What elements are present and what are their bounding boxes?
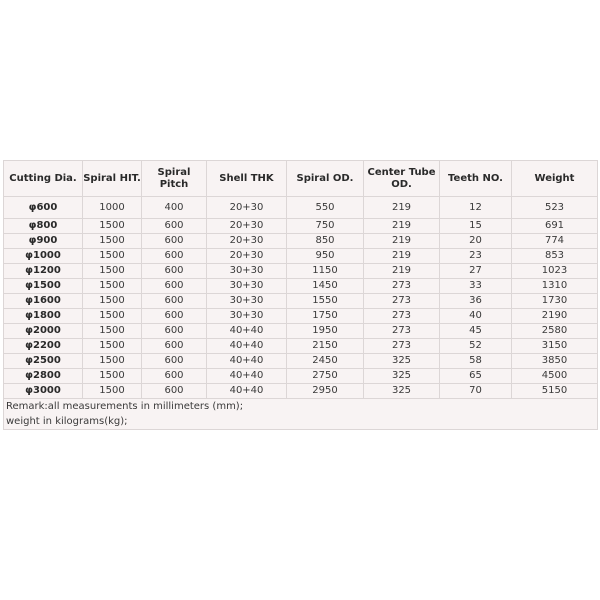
cell-spiral-od: 1150 [287, 264, 364, 279]
remark-row [4, 399, 598, 415]
cell-shell-thk: 40+40 [207, 354, 287, 369]
cell-shell-thk: 20+30 [207, 197, 287, 219]
cell-shell-thk: 30+30 [207, 279, 287, 294]
cell-spiral-od: 2150 [287, 339, 364, 354]
cell-shell-thk: 40+40 [207, 339, 287, 354]
header-shell-thk: Shell THK [207, 161, 287, 197]
cell-spiral-pitch: 600 [142, 279, 207, 294]
cell-center-tube-od: 273 [364, 294, 440, 309]
header-center-tube-od: Center Tube OD. [364, 161, 440, 197]
cell-teeth-no: 70 [440, 384, 512, 399]
specification-table [3, 160, 598, 430]
cell-center-tube-od: 273 [364, 339, 440, 354]
cell-shell-thk: 20+30 [207, 249, 287, 264]
remark-measurements: Remark:all measurements in millimeters (mm); [4, 399, 598, 415]
cell-spiral-hit: 1500 [83, 384, 142, 399]
cell-center-tube-od: 219 [364, 197, 440, 219]
cell-teeth-no: 15 [440, 219, 512, 234]
remark-weight: weight in kilograms(kg); [4, 414, 598, 430]
cell-teeth-no: 65 [440, 369, 512, 384]
cell-teeth-no: 36 [440, 294, 512, 309]
cell-center-tube-od: 219 [364, 249, 440, 264]
cell-spiral-hit: 1500 [83, 294, 142, 309]
cell-teeth-no: 20 [440, 234, 512, 249]
cell-center-tube-od: 325 [364, 384, 440, 399]
cell-shell-thk: 30+30 [207, 309, 287, 324]
cell-spiral-pitch: 600 [142, 339, 207, 354]
cell-teeth-no: 40 [440, 309, 512, 324]
cell-spiral-hit: 1500 [83, 324, 142, 339]
cell-center-tube-od: 273 [364, 324, 440, 339]
cell-cutting-dia: φ1500 [4, 279, 83, 294]
cell-spiral-od: 2750 [287, 369, 364, 384]
cell-spiral-hit: 1500 [83, 339, 142, 354]
cell-spiral-hit: 1500 [83, 279, 142, 294]
cell-spiral-od: 550 [287, 197, 364, 219]
cell-center-tube-od: 219 [364, 264, 440, 279]
table-row [4, 354, 598, 369]
cell-spiral-od: 2950 [287, 384, 364, 399]
header-weight: Weight [512, 161, 598, 197]
cell-shell-thk: 20+30 [207, 219, 287, 234]
cell-cutting-dia: φ1600 [4, 294, 83, 309]
table-row [4, 339, 598, 354]
header-spiral-hit: Spiral HIT. [83, 161, 142, 197]
cell-spiral-hit: 1500 [83, 309, 142, 324]
cell-cutting-dia: φ800 [4, 219, 83, 234]
cell-spiral-hit: 1500 [83, 354, 142, 369]
cell-spiral-hit: 1500 [83, 219, 142, 234]
remark-row [4, 414, 598, 430]
header-cutting-dia: Cutting Dia. [4, 161, 83, 197]
cell-shell-thk: 40+40 [207, 369, 287, 384]
cell-cutting-dia: φ1000 [4, 249, 83, 264]
cell-weight: 1023 [512, 264, 598, 279]
cell-teeth-no: 52 [440, 339, 512, 354]
header-row [4, 161, 598, 197]
cell-cutting-dia: φ900 [4, 234, 83, 249]
cell-shell-thk: 40+40 [207, 324, 287, 339]
cell-spiral-pitch: 600 [142, 384, 207, 399]
header-spiral-pitch: Spiral Pitch [142, 161, 207, 197]
cell-weight: 774 [512, 234, 598, 249]
cell-cutting-dia: φ600 [4, 197, 83, 219]
cell-spiral-od: 1750 [287, 309, 364, 324]
cell-weight: 1730 [512, 294, 598, 309]
cell-weight: 3150 [512, 339, 598, 354]
cell-spiral-od: 1450 [287, 279, 364, 294]
table-row [4, 197, 598, 219]
cell-center-tube-od: 325 [364, 354, 440, 369]
header-spiral-od: Spiral OD. [287, 161, 364, 197]
cell-teeth-no: 27 [440, 264, 512, 279]
cell-teeth-no: 23 [440, 249, 512, 264]
table-row [4, 384, 598, 399]
cell-center-tube-od: 273 [364, 309, 440, 324]
table-row [4, 324, 598, 339]
cell-weight: 691 [512, 219, 598, 234]
cell-spiral-hit: 1000 [83, 197, 142, 219]
table-row [4, 234, 598, 249]
cell-spiral-pitch: 600 [142, 324, 207, 339]
cell-spiral-pitch: 600 [142, 369, 207, 384]
cell-spiral-od: 850 [287, 234, 364, 249]
header-teeth-no: Teeth NO. [440, 161, 512, 197]
cell-spiral-pitch: 600 [142, 354, 207, 369]
cell-teeth-no: 58 [440, 354, 512, 369]
cell-weight: 523 [512, 197, 598, 219]
cell-spiral-od: 1550 [287, 294, 364, 309]
cell-spiral-pitch: 600 [142, 309, 207, 324]
cell-weight: 2190 [512, 309, 598, 324]
cell-spiral-pitch: 400 [142, 197, 207, 219]
table-row [4, 219, 598, 234]
cell-spiral-od: 750 [287, 219, 364, 234]
cell-cutting-dia: φ2500 [4, 354, 83, 369]
cell-shell-thk: 30+30 [207, 264, 287, 279]
cell-shell-thk: 20+30 [207, 234, 287, 249]
cell-spiral-hit: 1500 [83, 249, 142, 264]
cell-spiral-hit: 1500 [83, 234, 142, 249]
cell-cutting-dia: φ2800 [4, 369, 83, 384]
cell-cutting-dia: φ2200 [4, 339, 83, 354]
cell-spiral-pitch: 600 [142, 294, 207, 309]
cell-spiral-pitch: 600 [142, 234, 207, 249]
cell-weight: 3850 [512, 354, 598, 369]
cell-teeth-no: 45 [440, 324, 512, 339]
cell-spiral-od: 2450 [287, 354, 364, 369]
cell-shell-thk: 30+30 [207, 294, 287, 309]
cell-shell-thk: 40+40 [207, 384, 287, 399]
cell-cutting-dia: φ1200 [4, 264, 83, 279]
cell-cutting-dia: φ1800 [4, 309, 83, 324]
cell-weight: 4500 [512, 369, 598, 384]
cell-spiral-pitch: 600 [142, 264, 207, 279]
cell-center-tube-od: 219 [364, 219, 440, 234]
cell-spiral-pitch: 600 [142, 219, 207, 234]
cell-spiral-od: 1950 [287, 324, 364, 339]
table-row [4, 309, 598, 324]
cell-weight: 1310 [512, 279, 598, 294]
cell-weight: 5150 [512, 384, 598, 399]
cell-weight: 2580 [512, 324, 598, 339]
cell-teeth-no: 12 [440, 197, 512, 219]
cell-center-tube-od: 273 [364, 279, 440, 294]
cell-cutting-dia: φ3000 [4, 384, 83, 399]
cell-cutting-dia: φ2000 [4, 324, 83, 339]
table-row [4, 264, 598, 279]
table-row [4, 279, 598, 294]
table-body [4, 197, 598, 430]
cell-weight: 853 [512, 249, 598, 264]
cell-center-tube-od: 219 [364, 234, 440, 249]
cell-center-tube-od: 325 [364, 369, 440, 384]
cell-spiral-od: 950 [287, 249, 364, 264]
cell-spiral-hit: 1500 [83, 264, 142, 279]
table-row [4, 294, 598, 309]
table-row [4, 249, 598, 264]
cell-spiral-pitch: 600 [142, 249, 207, 264]
table-row [4, 369, 598, 384]
cell-spiral-hit: 1500 [83, 369, 142, 384]
cell-teeth-no: 33 [440, 279, 512, 294]
